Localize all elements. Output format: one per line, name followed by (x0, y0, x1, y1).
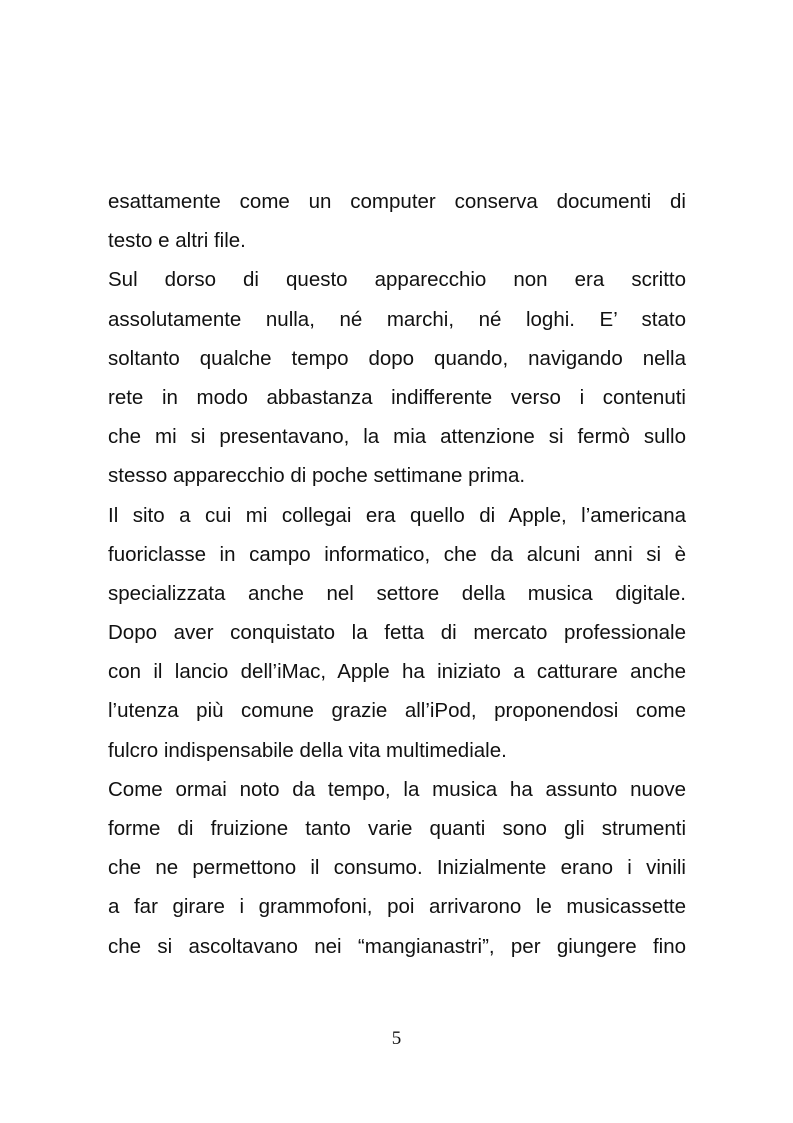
text-line: assolutamente nulla, né marchi, né loghi. E’ stato (108, 307, 686, 331)
page-number: 5 (391, 1028, 402, 1049)
body-text (108, 182, 686, 966)
text-line: Il sito a cui mi collegai era quello di Apple, l’americana (108, 503, 686, 527)
text-line: soltanto qualche tempo dopo quando, navigando nella (108, 346, 686, 370)
text-line: a far girare i grammofoni, poi arrivarono le musicassette (108, 895, 686, 919)
text-line: esattamente come un computer conserva documenti di (108, 190, 686, 213)
text-line: Come ormai noto da tempo, la musica ha assunto nuove (108, 777, 686, 801)
text-line: Dopo aver conquistato la fetta di mercato professionale (108, 621, 686, 645)
text-line: forme di fruizione tanto varie quanti sono gli strumenti (108, 817, 686, 840)
text-line: fulcro indispensabile della vita multimediale. (108, 738, 507, 762)
text-line: stesso apparecchio di poche settimane prima. (108, 464, 526, 488)
text-line: testo e altri file. (108, 229, 246, 253)
text-line: Sul dorso di questo apparecchio non era scritto (108, 268, 686, 292)
text-line: fuoriclasse in campo informatico, che da alcuni anni si è (108, 542, 686, 566)
text-line: l’utenza più comune grazie all’iPod, proponendosi come (108, 699, 686, 723)
text-line: con il lancio dell’iMac, Apple ha iniziato a catturare anche (108, 660, 686, 684)
text-line: che mi si presentavano, la mia attenzione si fermò sullo (108, 425, 686, 449)
text-line: rete in modo abbastanza indifferente verso i contenuti (108, 385, 686, 409)
text-line: specializzata anche nel settore della musica digitale. (108, 581, 686, 605)
text-line: che si ascoltavano nei “mangianastri”, per giungere fino (108, 934, 686, 958)
text-line: che ne permettono il consumo. Inizialmente erano i vinili (108, 856, 686, 880)
